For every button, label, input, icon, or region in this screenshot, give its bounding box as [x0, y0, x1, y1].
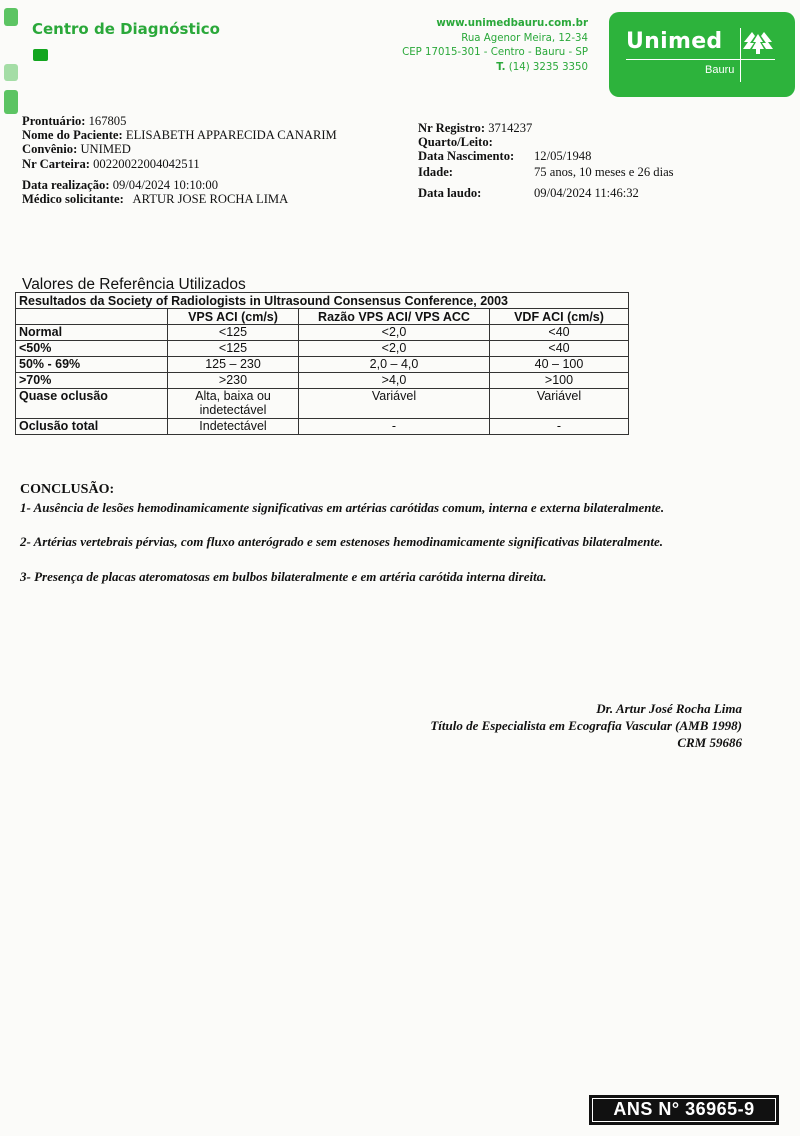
nome-label: Nome do Paciente:: [22, 128, 123, 143]
idade-row: [418, 165, 674, 179]
table-cell: <2,0: [299, 341, 490, 357]
table-row: [16, 325, 629, 341]
convenio-label: Convênio:: [22, 142, 78, 157]
doctor-name: Dr. Artur José Rocha Lima: [596, 701, 742, 716]
conclusion-item: 2- Artérias vertebrais pérvias, com fluxo anterógrado e sem estenoses hemodinamicamente significativas bilateralmente.: [20, 534, 663, 549]
table-cell: >4,0: [299, 373, 490, 389]
data-realizacao-row: [22, 178, 337, 192]
side-tab-decoration: [4, 64, 18, 81]
nome-value: ELISABETH APPARECIDA CANARIM: [125, 128, 337, 143]
carteira-label: Nr Carteira:: [22, 156, 90, 171]
logo-sub: Bauru: [705, 64, 735, 76]
conclusion-title: CONCLUSÃO:: [20, 482, 115, 497]
table-cell: <125: [168, 325, 299, 341]
row-label: Normal: [16, 325, 168, 341]
address: Rua Agenor Meira, 12-34: [461, 32, 588, 44]
table-cell: <2,0: [299, 325, 490, 341]
convenio-row: [22, 142, 337, 156]
nascimento-value: 12/05/1948: [534, 149, 592, 164]
nome-row: [22, 128, 337, 142]
doctor-title: Título de Especialista em Ecografia Vascular (AMB 1998): [430, 718, 742, 733]
row-label: <50%: [16, 341, 168, 357]
table-header-row: [16, 309, 629, 325]
table-cell: Indetectável: [168, 419, 299, 435]
table-cell: -: [299, 419, 490, 435]
doctor-crm: CRM 59686: [677, 735, 742, 750]
logo-divider: [740, 28, 741, 82]
side-tab-decoration: [4, 90, 18, 114]
medico-row: [22, 192, 337, 206]
table-cell: 2,0 – 4,0: [299, 357, 490, 373]
ans-badge: [589, 1095, 779, 1125]
nascimento-row: [418, 149, 674, 163]
prontuario-label: Prontuário:: [22, 114, 86, 128]
table-row: [16, 419, 629, 435]
table-cell: -: [490, 419, 629, 435]
medico-label: Médico solicitante:: [22, 192, 124, 207]
data-realizacao-value: 09/04/2024 10:10:00: [112, 177, 219, 192]
table-cell: >230: [168, 373, 299, 389]
unimed-tree-icon: [743, 30, 773, 56]
unimed-logo: [609, 12, 795, 97]
signature-block: [430, 700, 742, 751]
idade-value: 75 anos, 10 meses e 26 dias: [534, 164, 674, 179]
data-laudo-value: 09/04/2024 11:46:32: [534, 185, 639, 200]
data-realizacao-label: Data realização:: [22, 177, 110, 192]
nascimento-label: Data Nascimento:: [418, 149, 515, 164]
phone: (14) 3235 3350: [508, 61, 588, 73]
table-row: [16, 373, 629, 389]
row-label: Quase oclusão: [16, 389, 168, 419]
patient-info-right: [418, 121, 674, 200]
carteira-row: [22, 157, 337, 171]
column-header: VPS ACI (cm/s): [168, 309, 299, 325]
registro-row: [418, 121, 674, 135]
row-label: >70%: [16, 373, 168, 389]
prontuario-value: 167805: [88, 114, 127, 128]
table-cell: <40: [490, 341, 629, 357]
table-cell: Variável: [490, 389, 629, 419]
quarto-label: Quarto/Leito:: [418, 135, 493, 150]
phone-label: T.: [496, 61, 506, 73]
reference-table: [15, 292, 629, 435]
reference-title: Valores de Referência Utilizados: [22, 276, 246, 293]
registro-value: 3714237: [488, 121, 533, 135]
table-cell: Alta, baixa ou indetectável: [168, 389, 299, 419]
idade-label: Idade:: [418, 164, 453, 179]
website-link[interactable]: www.unimedbauru.com.br: [436, 18, 588, 29]
brand-square-icon: [33, 49, 48, 61]
column-header: [16, 309, 168, 325]
table-cell: 40 – 100: [490, 357, 629, 373]
reference-caption: Resultados da Society of Radiologists in Ultrasound Consensus Conference, 2003: [16, 293, 629, 309]
table-row: [16, 341, 629, 357]
column-header: Razão VPS ACI/ VPS ACC: [299, 309, 490, 325]
row-label: Oclusão total: [16, 419, 168, 435]
convenio-value: UNIMED: [80, 142, 131, 157]
prontuario-row: [22, 114, 337, 128]
data-laudo-label: Data laudo:: [418, 185, 482, 200]
table-row: [16, 357, 629, 373]
carteira-value: 00220022004042511: [93, 156, 200, 171]
center-name: Centro de Diagnóstico: [32, 20, 220, 38]
phone-line: [402, 61, 588, 76]
logo-word: Unimed: [626, 29, 723, 54]
side-tab-decoration: [4, 8, 18, 26]
table-cell: 125 – 230: [168, 357, 299, 373]
logo-divider: [626, 59, 775, 60]
contact-block: [402, 17, 588, 75]
row-label: 50% - 69%: [16, 357, 168, 373]
table-cell: <125: [168, 341, 299, 357]
ans-number: ANS N° 36965-9: [592, 1098, 776, 1122]
table-cell: >100: [490, 373, 629, 389]
patient-info-left: [22, 114, 337, 206]
medico-value: ARTUR JOSE ROCHA LIMA: [132, 192, 289, 207]
column-header: VDF ACI (cm/s): [490, 309, 629, 325]
table-cell: Variável: [299, 389, 490, 419]
conclusion-item: 3- Presença de placas ateromatosas em bulbos bilateralmente e em artéria carótida interna direita.: [20, 569, 547, 584]
conclusion-item: 1- Ausência de lesões hemodinamicamente significativas em artérias carótidas comum, interna e externa bilateralmente.: [20, 500, 665, 515]
quarto-row: [418, 135, 674, 149]
table-row: [16, 389, 629, 419]
data-laudo-row: [418, 186, 674, 200]
table-cell: <40: [490, 325, 629, 341]
cep-line: CEP 17015-301 - Centro - Bauru - SP: [402, 47, 588, 58]
registro-label: Nr Registro:: [418, 121, 486, 135]
